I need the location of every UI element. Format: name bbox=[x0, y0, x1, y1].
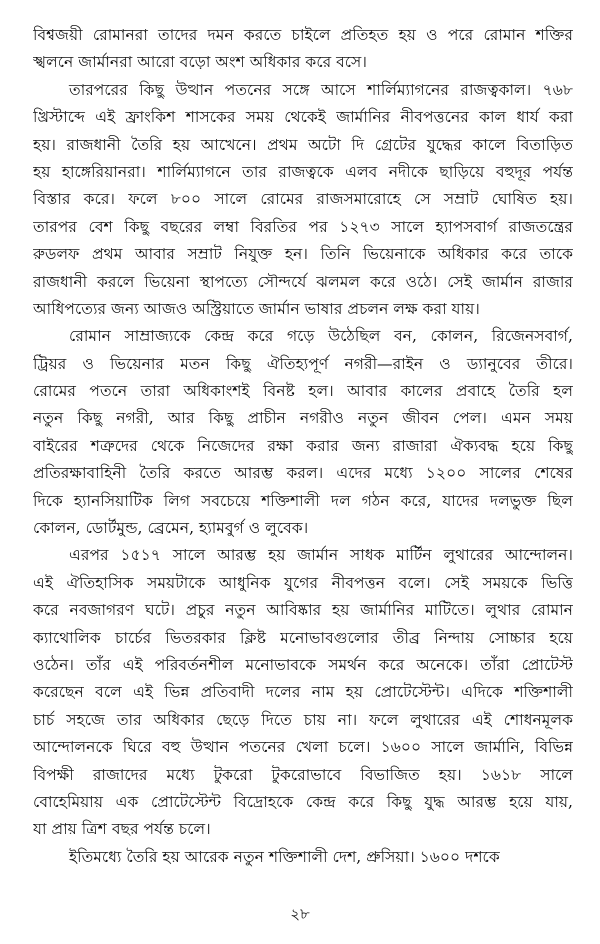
text-line: রোমান সাম্রাজ্যকে কেন্দ্র করে গড়ে উঠেছিল বন, কোলন, রিজেনসবার্গ, bbox=[69, 327, 573, 346]
text-line: বিশ্বজয়ী রোমানরা তাদের দমন করতে চাইলে প্রতিহত হয় ও পরে রোমান শক্তির bbox=[33, 26, 573, 44]
text-line: ট্রিয়র ও ভিয়েনার মতন কিছু ঐতিহ্যপূর্ণ নগরী—রাইন ও ড্যানুবের তীরে। bbox=[33, 354, 573, 373]
text-line: রুডলফ প্রথম আবার সম্রাট নিযুক্ত হন। তিনি ভিয়েনাকে অধিকার করে তাকে bbox=[33, 245, 573, 264]
text-line: রোমের পতনে তারা অধিকাংশই বিনষ্ট হল। আবার কালের প্রবাহে তৈরি হল bbox=[33, 382, 573, 401]
text-line: বিস্তার করে। ফলে ৮০০ সালে রোমের রাজসমারোহে সে সম্রাট ঘোষিত হয়। bbox=[33, 190, 573, 209]
text-line: কোলন, ডোর্টমুন্ড, ব্রেমেন, হ্যামবুর্গ ও লুবেক। bbox=[33, 519, 309, 538]
paragraph bbox=[33, 22, 573, 77]
paragraph bbox=[33, 77, 573, 324]
text-line: যা প্রায় ত্রিশ বছর পর্যন্ত চলে। bbox=[33, 820, 211, 839]
paragraph bbox=[33, 844, 573, 871]
text-line: হয় হাঙ্গেরিয়ানরা। শার্লিম্যাগনে তার রাজত্বকে এলব নদীকে ছাড়িয়ে বহুদূর পর্যন্ত bbox=[33, 162, 573, 181]
text-line: ক্যাথোলিক চার্চের ভিতরকার ক্লিষ্ট মনোভাবগুলোর তীব্র নিন্দায় সোচ্চার হয়ে bbox=[33, 628, 573, 647]
text-line: ওঠেন। তাঁর এই পরিবর্তনশীল মনোভাবকে সমর্থন করে অনেকে। তাঁরা প্রোটেস্ট bbox=[33, 655, 573, 674]
text-line: চার্চ সহজে তার অধিকার ছেড়ে দিতে চায় না। ফলে লুথারের এই শোধনমূলক bbox=[33, 710, 573, 729]
page-number: ২৮ bbox=[290, 905, 310, 923]
text-line: হয়। রাজধানী তৈরি হয় আখেনে। প্রথম অটো দি গ্রেটের যুদ্ধের কালে বিতাড়িত bbox=[33, 135, 573, 154]
text-line: নতুন কিছু নগরী, আর কিছু প্রাচীন নগরীও নতুন জীবন পেল। এমন সময় bbox=[33, 409, 573, 428]
text-line: রাজধানী করলে ভিয়েনা স্থাপত্যে সৌন্দর্যে ঝলমল করে ওঠে। সেই জার্মান রাজার bbox=[33, 272, 573, 291]
page-body-text bbox=[33, 22, 573, 871]
text-line: আধিপত্যের জন্য আজও অস্ট্রিয়াতে জার্মান ভাষার প্রচলন লক্ষ করা যায়। bbox=[33, 299, 480, 318]
text-line: বোহেমিয়ায় এক প্রোটেস্টেন্ট বিদ্রোহকে কেন্দ্র করে কিছু যুদ্ধ আরম্ভ হয়ে যায়, bbox=[33, 792, 573, 811]
text-line: এরপর ১৫১৭ সালে আরম্ভ হয় জার্মান সাধক মার্টিন লুথারের আন্দোলন। bbox=[69, 546, 573, 565]
text-line: তারপর বেশ কিছু বছরের লম্বা বিরতির পর ১২৭৩ সালে হ্যাপসবার্গ রাজতন্ত্রের bbox=[33, 217, 573, 236]
text-line: স্খলনে জার্মানরা আরো বড়ো অংশ অধিকার করে বসে। bbox=[33, 53, 367, 72]
text-line: তারপরের কিছু উত্থান পতনের সঙ্গে আসে শার্লিম্যাগনের রাজত্বকাল। ৭৬৮ bbox=[69, 80, 573, 99]
text-line: করেছেন বলে এই ভিন্ন প্রতিবাদী দলের নাম হয় প্রোটেস্টেন্ট। এদিকে শক্তিশালী bbox=[33, 683, 573, 702]
text-line: বাইরের শত্রুদের থেকে নিজেদের রক্ষা করার জন্য রাজারা ঐক্যবদ্ধ হয়ে কিছু bbox=[33, 436, 573, 455]
text-line: করে নবজাগরণ ঘটে। প্রচুর নতুন আবিষ্কার হয় জার্মানির মাটিতে। লুথার রোমান bbox=[33, 601, 573, 620]
text-line: আন্দোলনকে ঘিরে বহু উত্থান পতনের খেলা চলে। ১৬০০ সালে জার্মানি, বিভিন্ন bbox=[33, 738, 573, 757]
text-line: ইতিমধ্যে তৈরি হয় আরেক নতুন শক্তিশালী দেশ, প্রুসিয়া। ১৬০০ দশকে bbox=[69, 847, 500, 866]
text-line: প্রতিরক্ষাবাহিনী তৈরি করতে আরম্ভ করল। এদের মধ্যে ১২০০ সালের শেষের bbox=[33, 464, 573, 483]
paragraph bbox=[33, 323, 573, 542]
text-line: খ্রিস্টাব্দে এই ফ্রাংকিশ শাসকের সময় থেকেই জার্মানির নীবপত্তনের কাল ধার্য করা bbox=[33, 108, 573, 127]
paragraph bbox=[33, 542, 573, 843]
text-line: দিকে হ্যানসিয়াটিক লিগ সবচেয়ে শক্তিশালী দল গঠন করে, যাদের দলভুক্ত ছিল bbox=[33, 491, 573, 510]
text-line: এই ঐতিহাসিক সময়টাকে আধুনিক যুগের নীবপত্তন বলে। সেই সময়কে ভিত্তি bbox=[33, 573, 573, 592]
text-line: বিপক্ষী রাজাদের মধ্যে টুকরো টুকরোভাবে বিভাজিত হয়। ১৬১৮ সালে bbox=[33, 765, 573, 784]
